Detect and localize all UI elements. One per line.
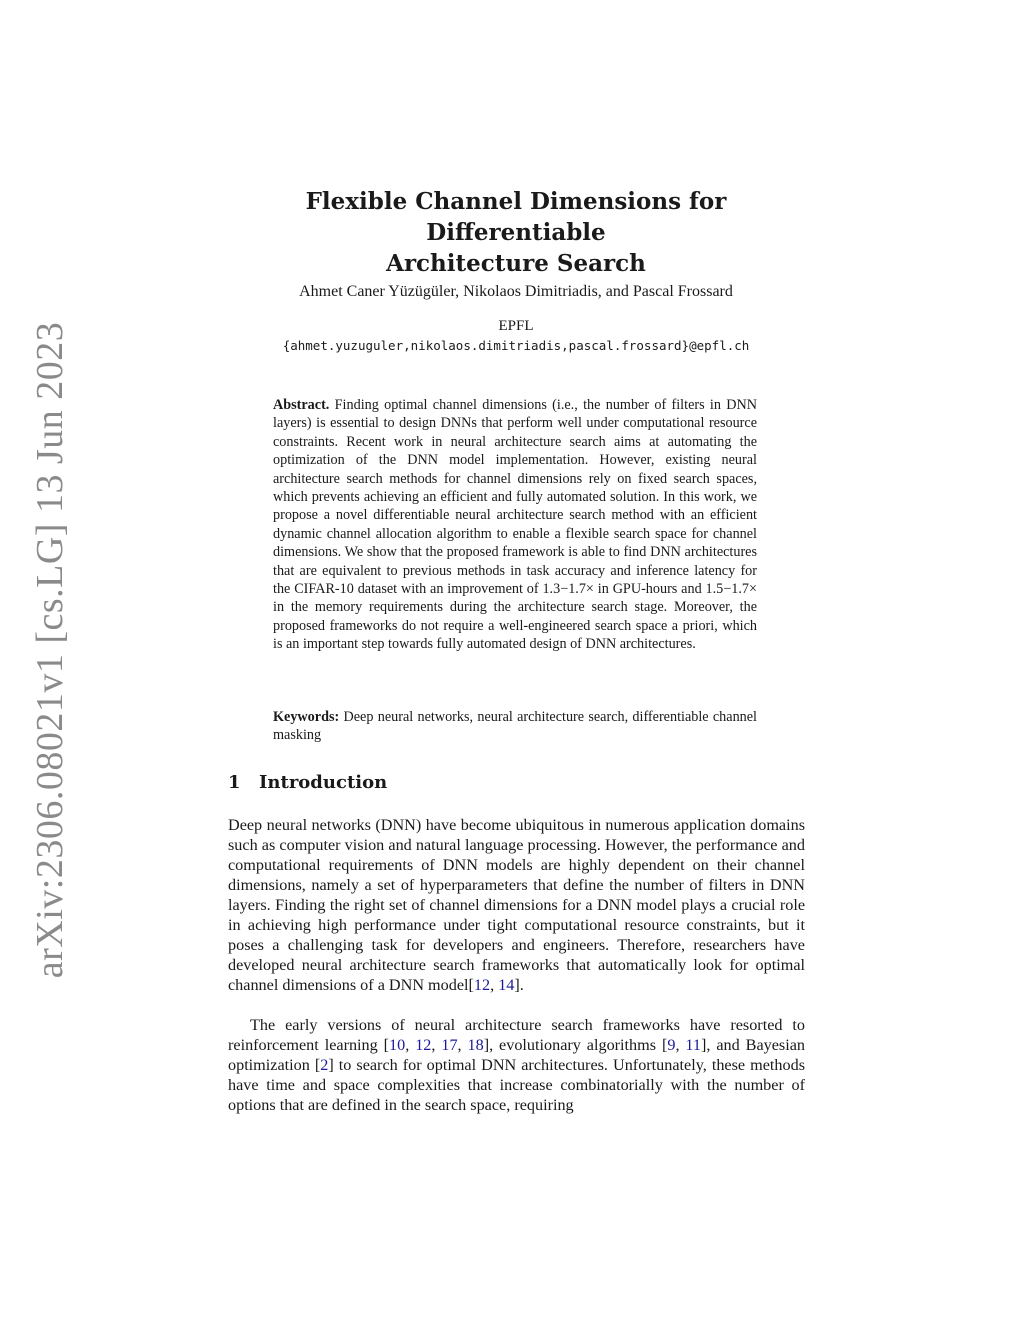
citation-link[interactable]: 17 xyxy=(441,1036,458,1054)
citation-link[interactable]: 11 xyxy=(685,1036,701,1054)
section-heading-introduction xyxy=(228,772,387,793)
citation-link[interactable]: 10 xyxy=(389,1036,406,1054)
citation-separator: , xyxy=(431,1036,442,1054)
intro-paragraph-1 xyxy=(228,815,805,995)
paragraph-text: Deep neural networks (DNN) have become ubiquitous in numerous application domains such as computer vision and natural language processing. However, the performance and computational requirements of DNN models are highly dependent on their channel dimensions, namely a set of hyperparameters that define the number of filters in DNN layers. Finding the right set of channel dimensions for a DNN model plays a crucial role in achieving high performance under tight computational resource constraints, but it poses a challenging task for developers and engineers. Therefore, researchers have developed neural architecture search frameworks that automatically look for optimal channel dimensions of a DNN model[ xyxy=(228,816,805,994)
paragraph-text: ] to search for optimal DNN architectures. Unfortunately, these methods have time and space complexities that increase combinatorially with the number of options that are defined in the search space, requiring xyxy=(228,1056,805,1114)
citation-link[interactable]: 12 xyxy=(473,976,491,994)
intro-paragraph-2 xyxy=(228,1015,805,1115)
keywords-text: Deep neural networks, neural architecture search, differentiable channel masking xyxy=(273,709,758,744)
keywords-label: Keywords: xyxy=(273,709,340,725)
citation-separator: , xyxy=(405,1036,416,1054)
title-line-2: Architecture Search xyxy=(386,250,646,277)
paragraph-text: The early versions of neural architecture search frameworks have resorted to reinforcement learning [ xyxy=(228,1016,805,1054)
title-line-1: Flexible Channel Dimensions for Differentiable xyxy=(305,188,727,246)
section-title: Introduction xyxy=(259,772,388,793)
arxiv-identifier: arXiv:2306.08021v1 [cs.LG] 13 Jun 2023 xyxy=(29,321,71,979)
author-emails: {ahmet.yuzuguler,nikolaos.dimitriadis,pascal.frossard}@epfl.ch xyxy=(282,338,750,353)
paragraph-text: ], evolutionary algorithms [ xyxy=(483,1036,668,1054)
author-list: Ahmet Caner Yüzügüler, Nikolaos Dimitriadis, and Pascal Frossard xyxy=(299,283,733,300)
abstract-text: Finding optimal channel dimensions (i.e., the number of filters in DNN layers) is essential to design DNNs that perform well under computational resource constraints. Recent work in neural architecture search aims at automating the optimization of the DNN model implementation. However, existing neural architecture search methods for channel dimensions rely on fixed search spaces, which prevents achieving an efficient and fully automated solution. In this work, we propose a novel differentiable neural architecture search method with an efficient dynamic channel allocation algorithm to enable a flexible search space for channel dimensions. We show that the proposed framework is able to find DNN architectures that are equivalent to previous methods in task accuracy and inference latency for the CIFAR-10 dataset with an improvement of 1.3−1.7× in GPU-hours and 1.5−1.7× in the memory requirements during the architecture search stage. Moreover, the proposed frameworks do not require a well-engineered search space a priori, which is an important step towards fully automated design of DNN architectures. xyxy=(273,397,758,653)
section-number: 1 xyxy=(228,772,241,793)
abstract-label: Abstract. xyxy=(273,397,330,413)
paragraph-text: ], and Bayesian optimization [ xyxy=(228,1036,805,1074)
citation-separator: , xyxy=(457,1036,468,1054)
citation-separator: , xyxy=(675,1036,686,1054)
citation-link[interactable]: 14 xyxy=(498,976,515,994)
paper-title xyxy=(228,186,804,279)
citation-separator: , xyxy=(490,976,499,994)
keywords xyxy=(273,708,757,745)
paragraph-text: ]. xyxy=(514,976,524,994)
citation-link[interactable]: 12 xyxy=(415,1036,432,1054)
citation-link[interactable]: 2 xyxy=(320,1056,329,1074)
citation-link[interactable]: 18 xyxy=(467,1036,484,1054)
abstract xyxy=(273,396,757,654)
affiliation: EPFL xyxy=(498,318,534,334)
citation-link[interactable]: 9 xyxy=(667,1036,676,1054)
